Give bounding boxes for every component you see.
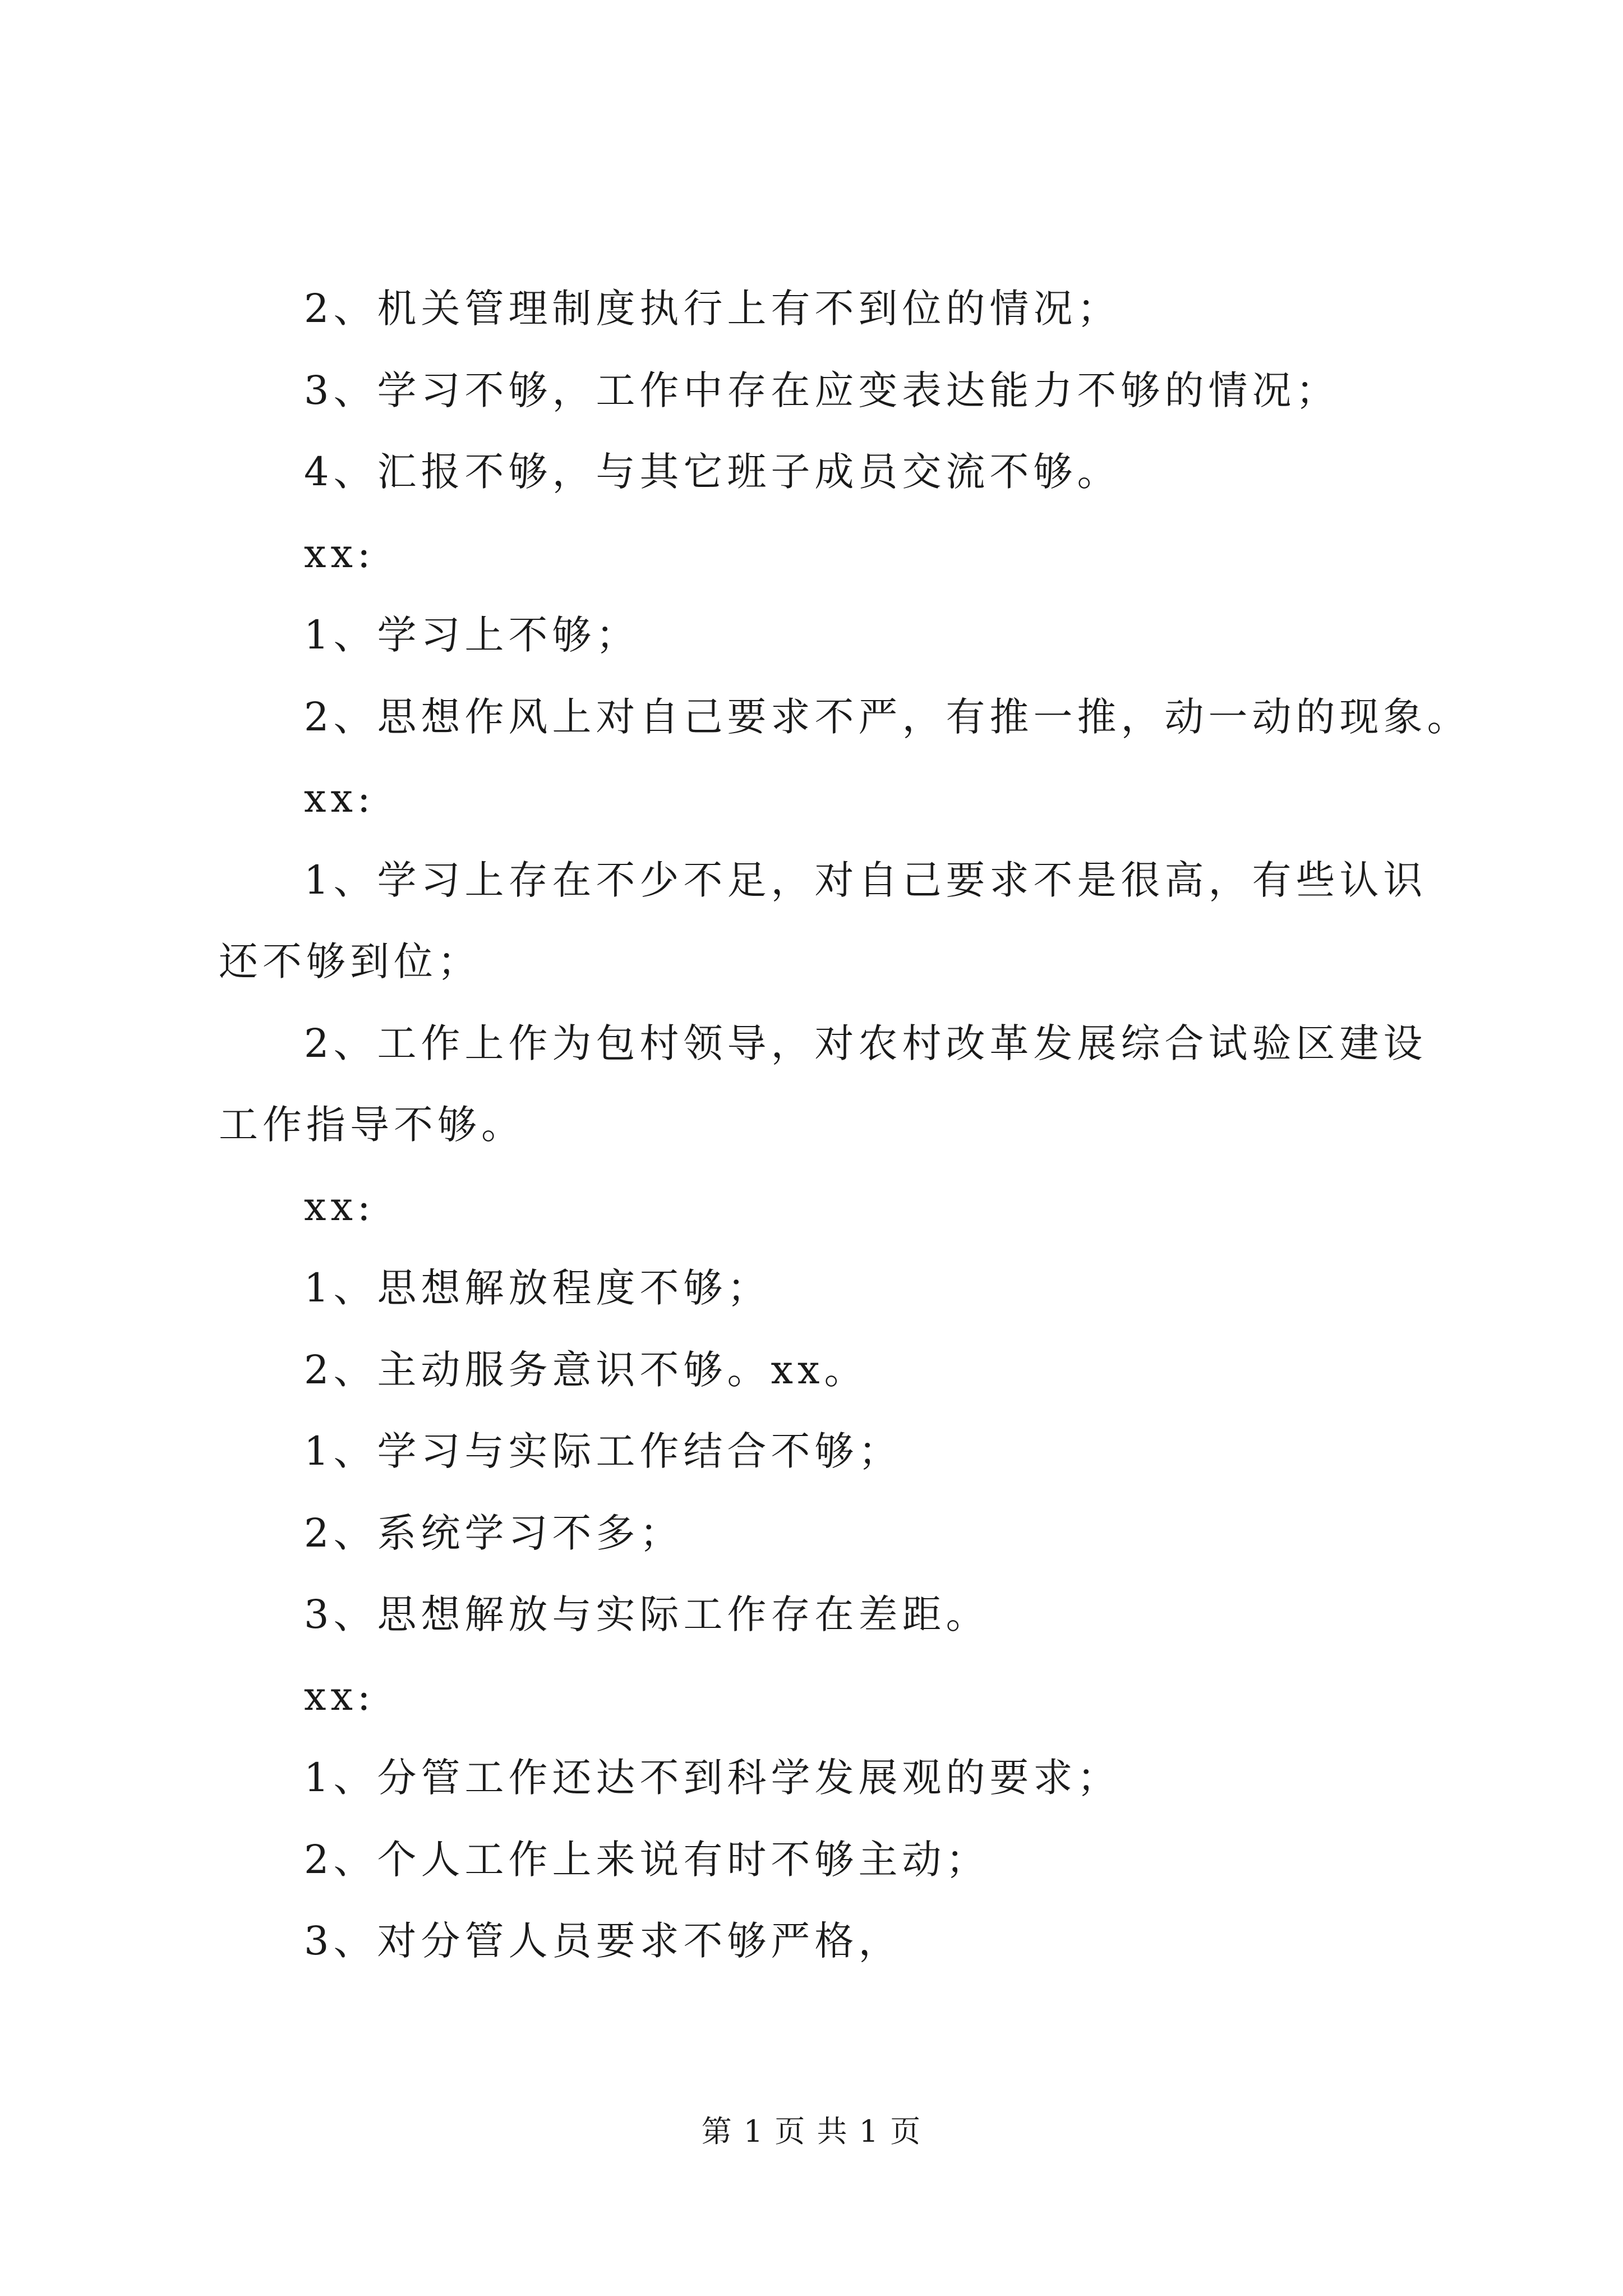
text-line: 2、机关管理制度执行上有不到位的情况； [304, 286, 1121, 332]
text-line: 1、学习与实际工作结合不够； [304, 1428, 902, 1474]
section-label: xx: [304, 1673, 375, 1719]
text-line: 3、对分管人员要求不够严格， [304, 1918, 902, 1964]
text-line: 2、个人工作上来说有时不够主动； [304, 1836, 990, 1883]
text-line: 3、思想解放与实际工作存在差距。 [304, 1591, 990, 1637]
text-line-continuation: 还不够到位； [219, 938, 481, 984]
text-line: 2、主动服务意识不够。xx。 [304, 1346, 868, 1393]
text-line: 1、学习上不够； [304, 612, 640, 658]
text-line: 3、学习不够，工作中存在应变表达能力不够的情况； [304, 367, 1340, 413]
text-line: 4、汇报不够，与其它班子成员交流不够。 [304, 449, 1121, 495]
text-line: 2、工作上作为包村领导，对农村改革发展综合试验区建设 [304, 1020, 1427, 1066]
text-line: 2、系统学习不多； [304, 1510, 684, 1556]
section-label: xx: [304, 775, 375, 821]
document-body [219, 268, 1471, 1982]
section-label: xx: [304, 530, 375, 577]
text-line: 1、分管工作还达不到科学发展观的要求； [304, 1755, 1121, 1801]
text-line-continuation: 工作指导不够。 [219, 1102, 525, 1148]
section-label: xx: [304, 1183, 375, 1230]
text-line: 2、思想作风上对自己要求不严，有推一推，动一动的现象。 [304, 693, 1471, 740]
text-line: 1、学习上存在不少不足，对自己要求不是很高，有些认识 [304, 857, 1427, 903]
text-line: 1、思想解放程度不够； [304, 1265, 771, 1311]
page-footer: 第 1 页 共 1 页 [701, 2114, 922, 2149]
